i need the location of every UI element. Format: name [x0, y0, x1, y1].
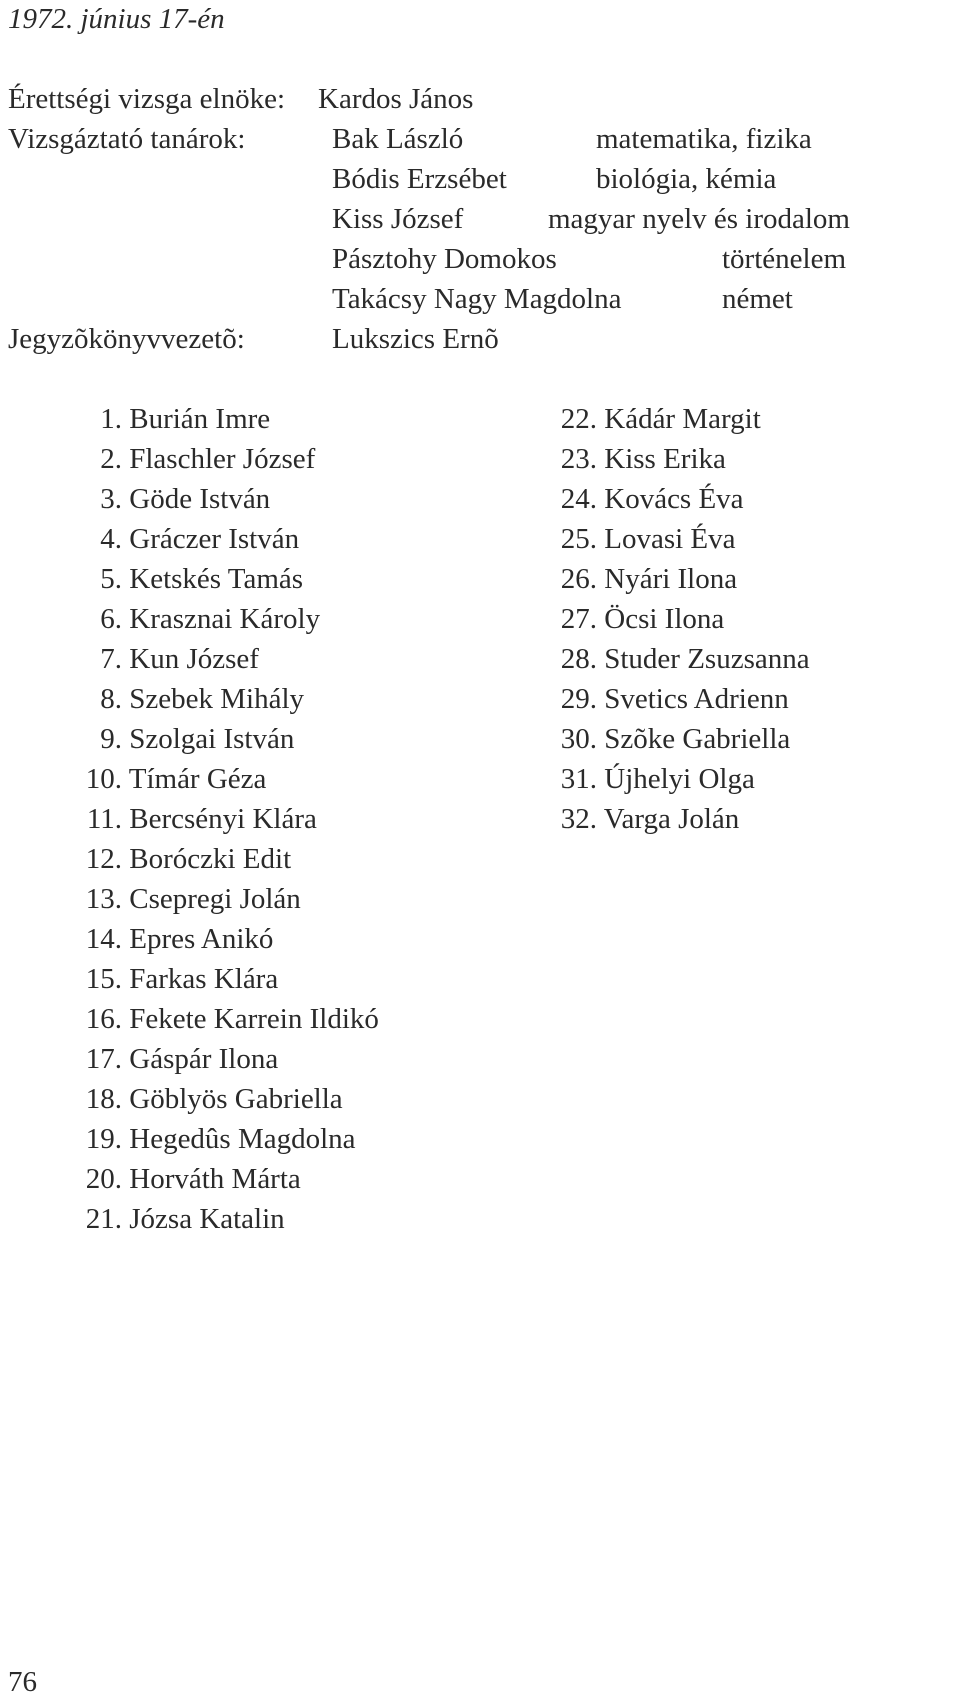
list-item: 29. Svetics Adrienn	[560, 683, 789, 715]
list-item: 9. Szolgai István	[100, 723, 295, 755]
list-item: 26. Nyári Ilona	[560, 563, 738, 595]
examiner-subject: matematika, fizika	[596, 123, 812, 155]
list-item: 1. Burián Imre	[100, 403, 271, 435]
recorder-name: Lukszics Ernõ	[332, 323, 499, 355]
examiner-subject: német	[722, 283, 793, 315]
list-item: 12. Boróczki Edit	[85, 843, 292, 875]
list-item: 31. Újhelyi Olga	[560, 763, 755, 795]
exam-date: 1972. június 17-én	[8, 3, 225, 35]
list-item: 18. Göblyös Gabriella	[85, 1083, 343, 1115]
examiners-label: Vizsgáztató tanárok:	[8, 123, 246, 155]
list-item: 20. Horváth Márta	[85, 1163, 301, 1195]
list-item: 24. Kovács Éva	[560, 483, 744, 515]
list-item: 14. Epres Anikó	[85, 923, 274, 955]
list-item: 6. Krasznai Károly	[100, 603, 321, 635]
list-item: 13. Csepregi Jolán	[85, 883, 301, 915]
examiner-subject: magyar nyelv és irodalom	[548, 203, 850, 235]
examiner-name: Kiss József	[332, 203, 464, 235]
examiner-name: Takácsy Nagy Magdolna	[332, 283, 622, 315]
examiner-subject: történelem	[722, 243, 847, 275]
recorder-label: Jegyzõkönyvvezetõ:	[8, 323, 245, 355]
chair-name: Kardos János	[318, 83, 474, 115]
list-item: 16. Fekete Karrein Ildikó	[85, 1003, 379, 1035]
list-item: 32. Varga Jolán	[560, 803, 740, 835]
list-item: 17. Gáspár Ilona	[85, 1043, 279, 1075]
list-item: 11. Bercsényi Klára	[86, 803, 317, 835]
list-item: 30. Szõke Gabriella	[560, 723, 791, 755]
list-item: 8. Szebek Mihály	[100, 683, 305, 715]
page-number: 76	[8, 1666, 37, 1698]
list-item: 22. Kádár Margit	[560, 403, 761, 435]
chair-label: Érettségi vizsga elnöke:	[8, 83, 286, 115]
list-item: 2. Flaschler József	[100, 443, 316, 475]
examiner-name: Pásztohy Domokos	[332, 243, 557, 275]
list-item: 27. Öcsi Ilona	[560, 603, 725, 635]
list-item: 5. Ketskés Tamás	[100, 563, 304, 595]
list-item: 10. Tímár Géza	[85, 763, 267, 795]
list-item: 19. Hegedûs Magdolna	[85, 1123, 356, 1155]
list-item: 21. Józsa Katalin	[85, 1203, 285, 1235]
list-item: 7. Kun József	[100, 643, 259, 675]
examiner-name: Bódis Erzsébet	[332, 163, 507, 195]
list-item: 28. Studer Zsuzsanna	[560, 643, 810, 675]
list-item: 25. Lovasi Éva	[560, 523, 736, 555]
list-item: 23. Kiss Erika	[560, 443, 726, 475]
list-item: 3. Göde István	[100, 483, 271, 515]
examiner-subject: biológia, kémia	[596, 163, 777, 195]
list-item: 15. Farkas Klára	[85, 963, 279, 995]
examiner-name: Bak László	[332, 123, 464, 155]
list-item: 4. Gráczer István	[100, 523, 300, 555]
